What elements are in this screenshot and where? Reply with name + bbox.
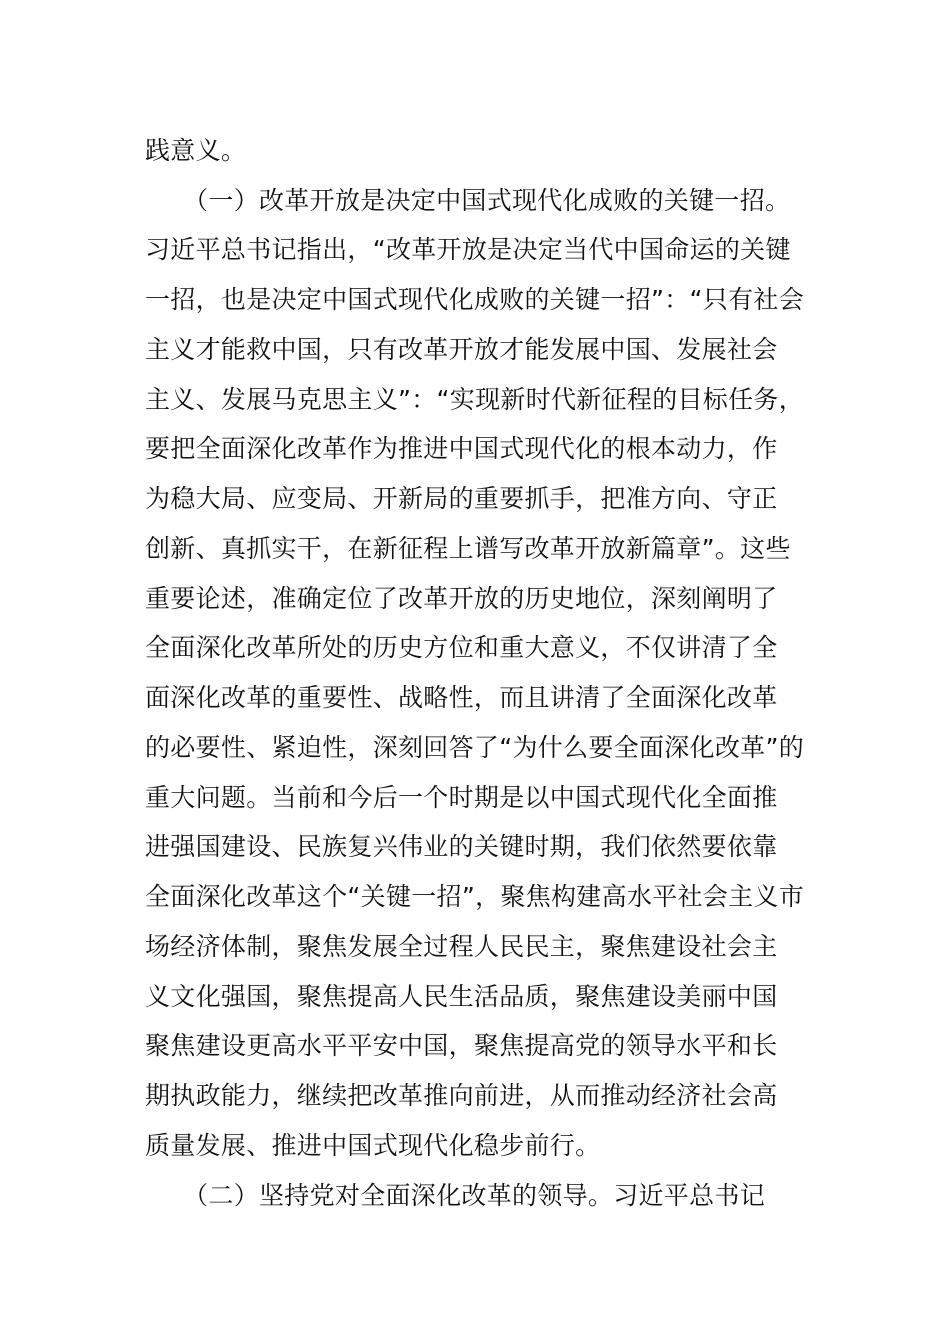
text-line: 习近平总书记指出，“改革开放是决定当代中国命运的关键 — [145, 235, 791, 264]
text-line: 义文化强国，聚焦提高人民生活品质，聚焦建设美丽中国 — [145, 982, 778, 1011]
text-line: 的必要性、紧迫性，深刻回答了“为什么要全面深化改革”的 — [145, 733, 805, 762]
text-line: 主义才能救中国，只有改革开放才能发展中国、发展社会 — [145, 335, 778, 364]
text-line: 全面深化改革所处的历史方位和重大意义，不仅讲清了全 — [145, 633, 778, 662]
text-line: 质量发展、推进中国式现代化稳步前行。 — [145, 1131, 601, 1160]
text-line: 场经济体制，聚焦发展全过程人民民主，聚焦建设社会主 — [145, 932, 778, 961]
text-line: 聚焦建设更高水平平安中国，聚焦提高党的领导水平和长 — [145, 1031, 778, 1060]
text-line: 进强国建设、民族复兴伟业的关键时期，我们依然要依靠 — [145, 832, 778, 861]
section-heading-2: （二）坚持党对全面深化改革的领导。习近平总书记 — [145, 1181, 766, 1210]
text-line: 期执政能力，继续把改革推向前进，从而推动经济社会高 — [145, 1081, 778, 1110]
text-line: 践意义。 — [145, 136, 247, 165]
text-line: 重大问题。当前和今后一个时期是以中国式现代化全面推 — [145, 783, 778, 812]
section-heading-1: （一）改革开放是决定中国式现代化成败的关键一招。 — [145, 186, 791, 215]
text-line: 面深化改革的重要性、战略性，而且讲清了全面深化改革 — [145, 683, 778, 712]
text-line: 一招，也是决定中国式现代化成败的关键一招”：“只有社会 — [145, 285, 805, 314]
text-line: 全面深化改革这个“关键一招”，聚焦构建高水平社会主义市 — [145, 882, 805, 911]
text-line: 要把全面深化改革作为推进中国式现代化的根本动力，作 — [145, 434, 778, 463]
text-line: 创新、真抓实干，在新征程上谱写改革开放新篇章”。这些 — [145, 534, 791, 563]
text-line: 为稳大局、应变局、开新局的重要抓手，把准方向、守正 — [145, 484, 778, 513]
text-line: 主义、发展马克思主义”：“实现新时代新征程的目标任务， — [145, 385, 805, 414]
text-line: 重要论述，准确定位了改革开放的历史地位，深刻阐明了 — [145, 584, 778, 613]
